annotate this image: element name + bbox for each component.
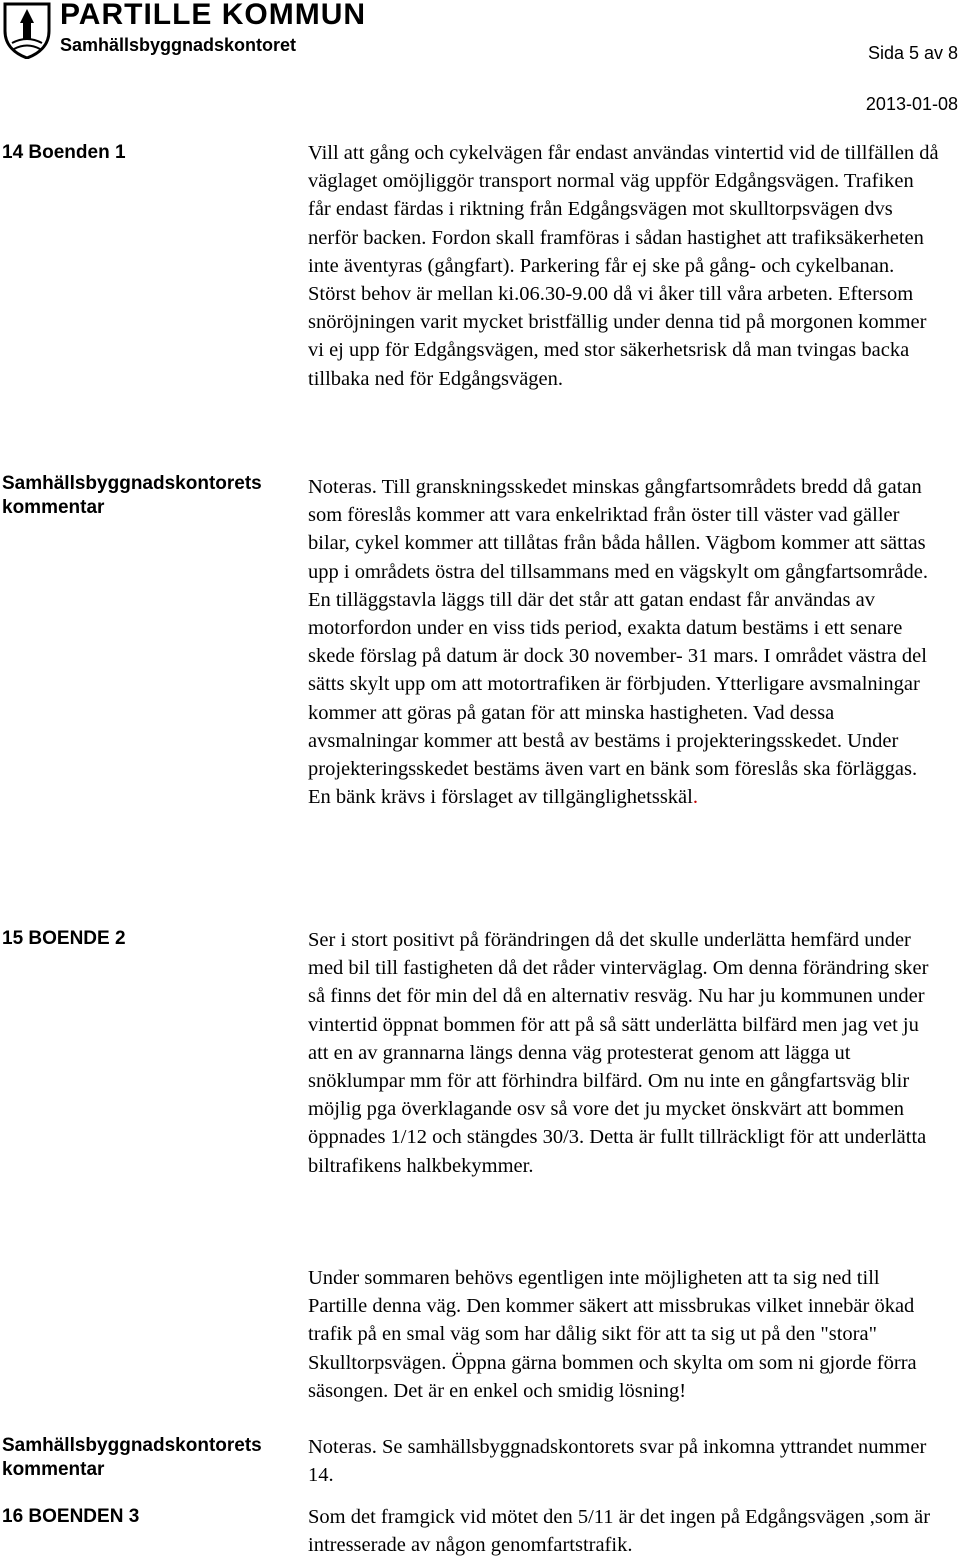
header-logo (0, 0, 420, 60)
comment-label-15: Samhällsbyggnadskontorets kommentar (2, 1435, 262, 1480)
section-label-16: 16 BOENDEN 3 (2, 1506, 140, 1527)
document-date: 2013-01-08 (865, 94, 958, 114)
comment-label-14: Samhällsbyggnadskontorets kommentar (2, 473, 262, 518)
section-text-16: Som det framgick vid mötet den 5/11 är det ingen på Edgångsvägen ,som är intresserade av någon genomfartstrafik. (308, 1506, 931, 1557)
section-text-15: Ser i stort positivt på förändringen då det skulle underlätta hemfärd under med bil till fastigheten då det råder vinterväglag. Om denna förändring sker så finns det för min del då en alternativ resväg. Nu har ju kommunen under vintertid öppnat bommen för att på så sätt underlätta bilfärd men jag vet ju att en av grannarna längs denna väg protesterat genom att lägga ut snöklumpar mm för att förhindra bilfärd. Om nu inte en gångfartsväg blir möjlig pga överklagande osv så vore det ju mycket önskvärt att bommen öppnades 1/12 och stängdes 30/3. Detta är fullt tillräckligt för att underlätta biltrafikens halkbekymmer. (308, 929, 929, 1177)
coat-of-arms-icon (2, 1, 52, 59)
section-text-15-summer: Under sommaren behövs egentligen inte möjligheten att ta sig ned till Partille denna väg. Den kommer säkert att missbrukas vilket innebär ökad trafik på en smal väg som har dålig sikt för att ta sig ut på den "stora" Skulltorpsvägen. Öppna gärna bommen och skylta om som ni gjorde förra säsongen. Det är en enkel och smidig lösning! (308, 1267, 917, 1402)
comment-text-15: Noteras. Se samhällsbyggnadskontorets svar på inkomna yttrandet nummer 14. (308, 1436, 927, 1487)
org-name: PARTILLE KOMMUN (60, 0, 367, 31)
section-label-15: 15 BOENDE 2 (2, 928, 126, 949)
section-text-14: Vill att gång och cykelvägen får endast användas vintertid vid de tillfällen då väglaget omöjliggör transport normal väg uppför Edgångsvägen. Trafiken får endast färdas i riktning från Edgångsvägen mot skulltorpsvägen dvs nerför backen. Fordon skall framföras i sådan hastighet att trafiksäkerheten inte äventyras (gångfart). Parkering får ej ske på gång- och cykelbanan. Störst behov är mellan ki.06.30-9.00 då vi åker till våra arbeten. Eftersom snöröjningen varit mycket bristfällig under denna tid på morgonen kommer vi ej upp för Edgångsvägen, med stor säkerhetsrisk då man tvingas backa tillbaka ned för Edgångsvägen. (308, 142, 939, 390)
comment-text-14-end: . (692, 786, 698, 809)
comment-text-14-body: Noteras. Till granskningsskedet minskas gångfartsområdets bredd då gatan som föreslås kommer att vara enkelriktad från öster till väster vad gäller bilar, cykel kommer att tillåtas från båda hållen. Vägbom kommer att sättas upp i områdets östra del tillsammans med en vägskylt om gångfartsområde. En tilläggstavla läggs till där det står att gatan endast får användas av motorfordon under en viss tids period, exakta datum bestäms i ett senare skede förslag på datum är dock 30 november- 31 mars. I området västra del sätts skylt upp om att motortrafiken är förbjuden. Ytterligare avsmalningar kommer att göras på gatan för att minska hastigheten. Vad dessa avsmalningar kommer att bestå av bestäms i projekteringsskedet. Under projekteringsskedet bestäms även vart en bänk som föreslås ska förläggas. En bänk krävs i förslaget av tillgänglighetsskäl (308, 476, 928, 809)
page-indicator: Sida 5 av 8 (867, 43, 958, 63)
org-department: Samhällsbyggnadskontoret (60, 35, 297, 55)
section-label-14: 14 Boenden 1 (2, 142, 126, 163)
comment-text-14 (308, 473, 940, 811)
